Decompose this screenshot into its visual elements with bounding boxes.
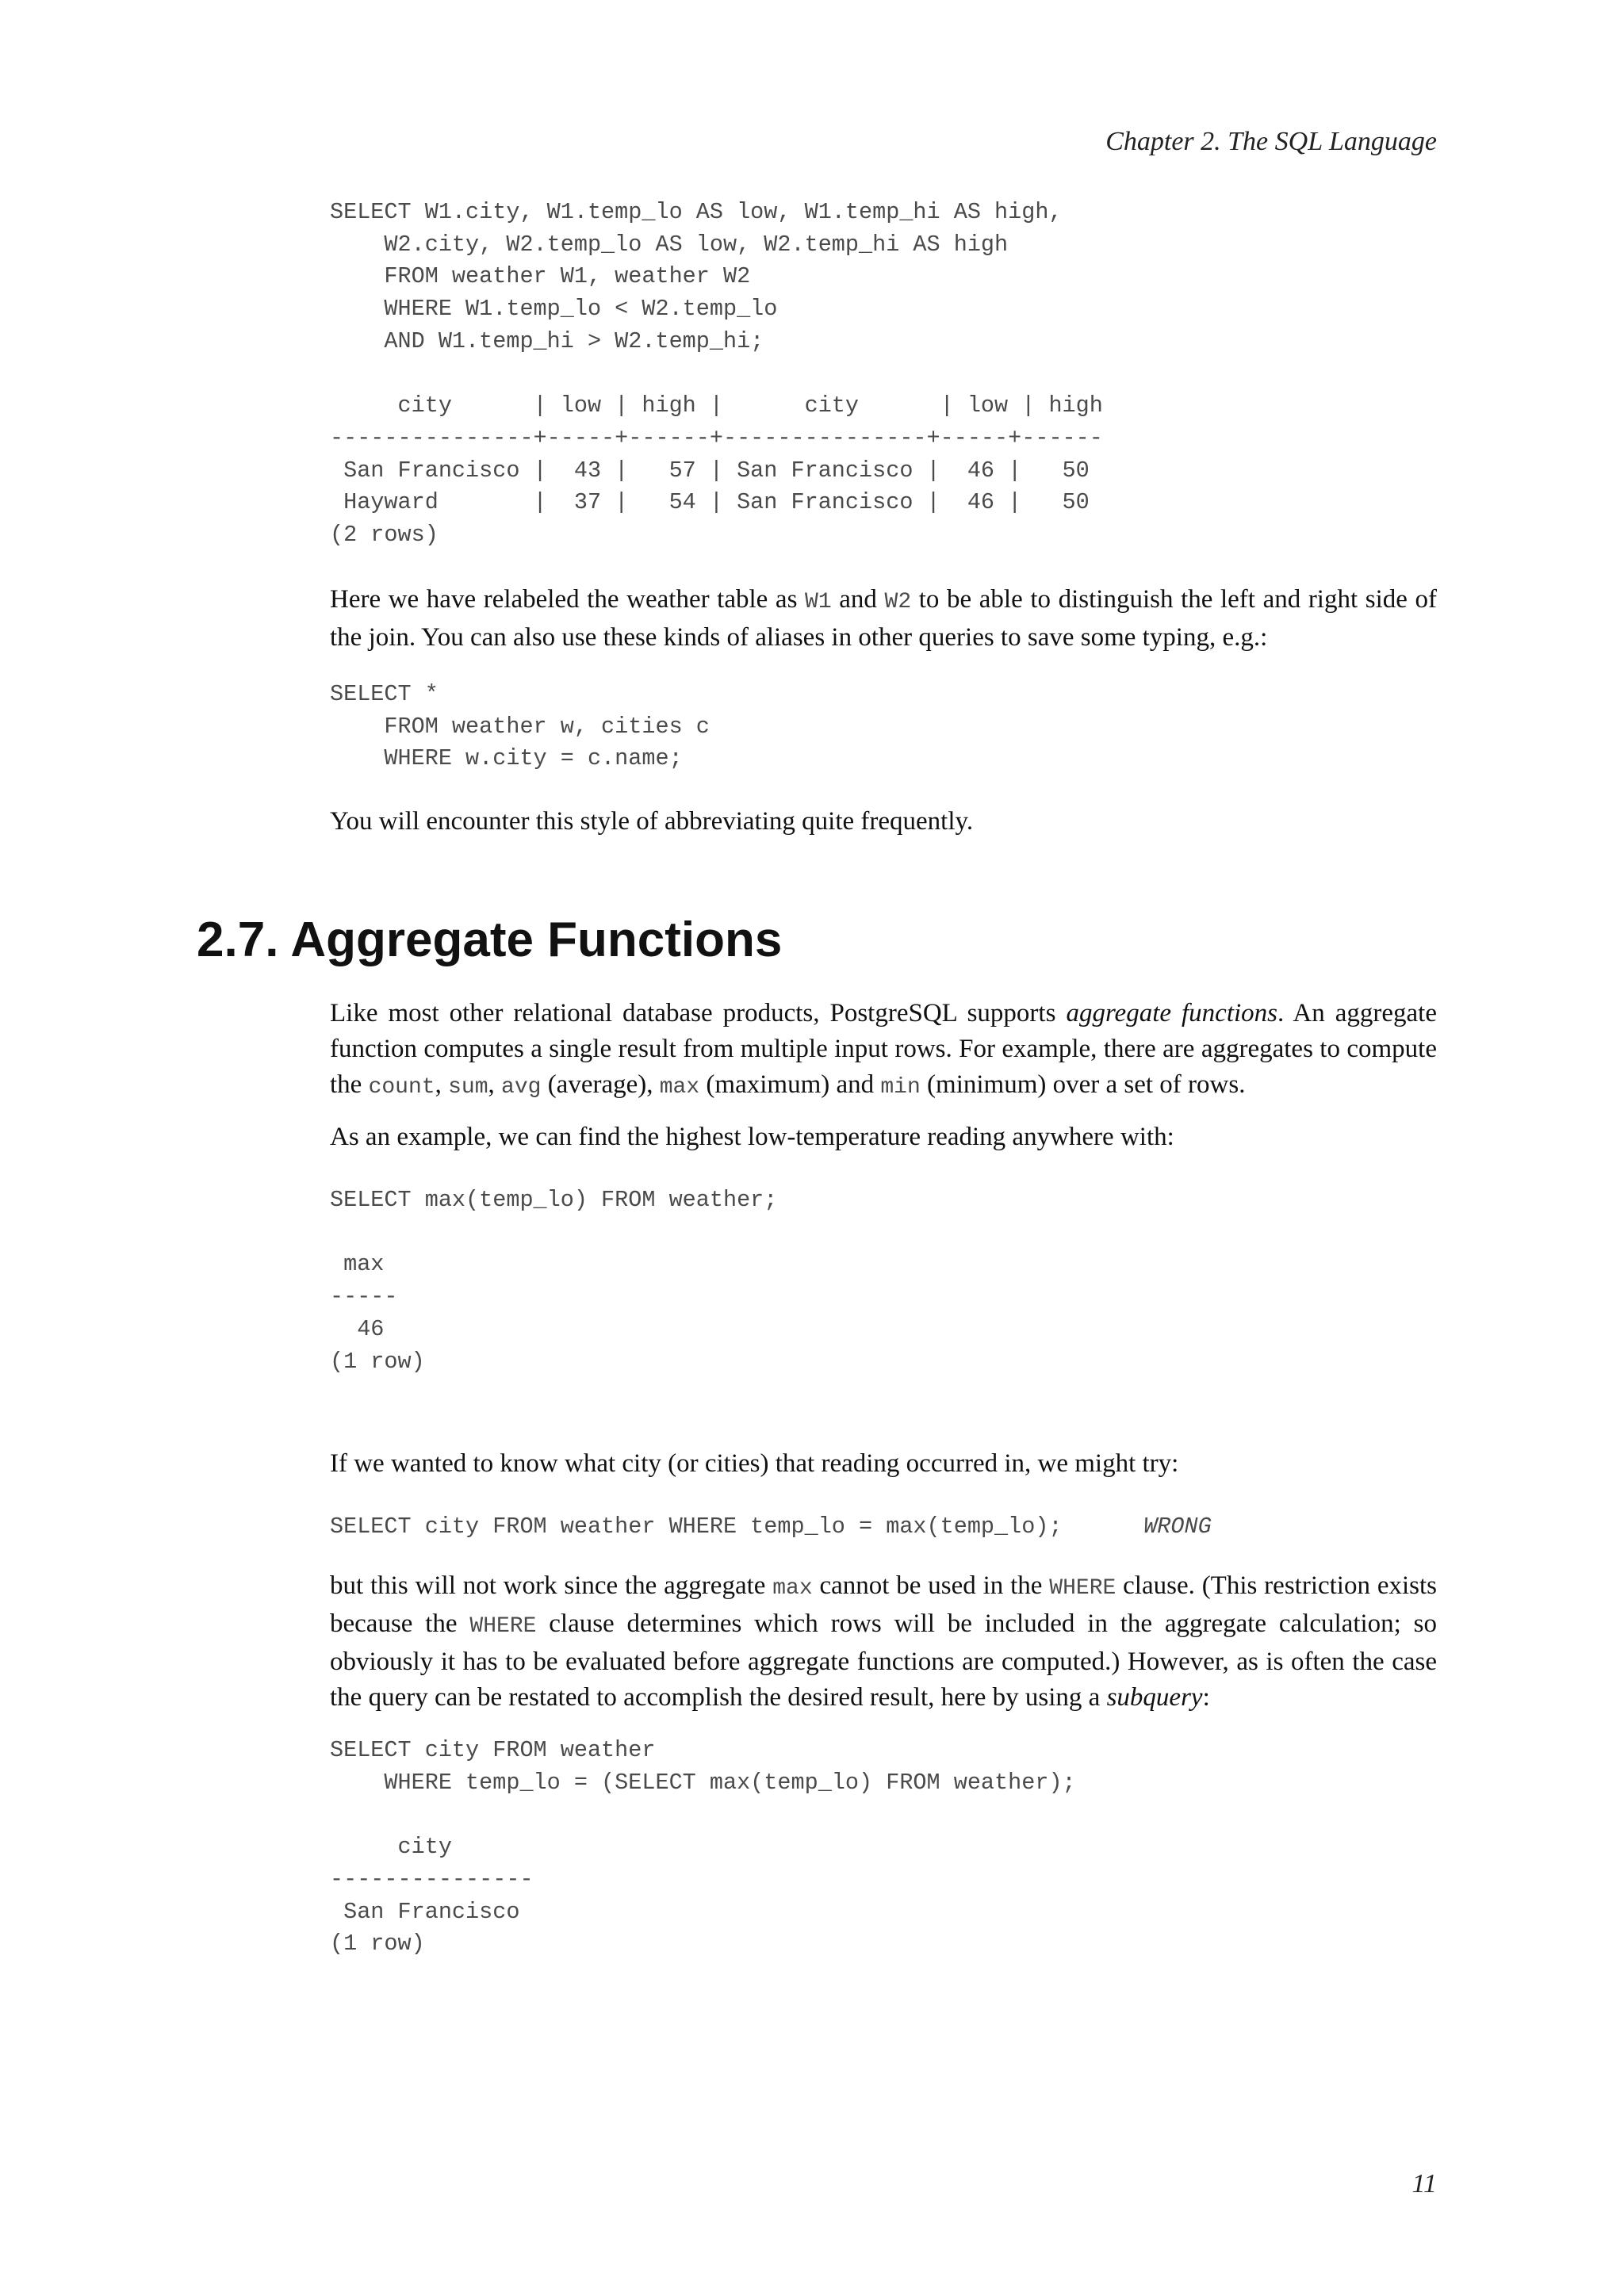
para-text: clause determines which rows will be included in the aggregate calculation; so obviously it has to be evaluated before aggregate functions are computed.) However, as is often the case the query can be restated to accomplish the desired result, here by using a — [330, 1609, 1438, 1712]
code-block-aliases: SELECT * FROM weather w, cities c WHERE w.city = c.name; — [330, 681, 710, 772]
wrong-spacer — [1063, 1513, 1144, 1540]
inline-code: max — [772, 1576, 813, 1601]
inline-code: WHERE — [469, 1614, 537, 1639]
inline-code: count — [368, 1075, 435, 1100]
para-text: cannot be used in the — [812, 1571, 1050, 1600]
page-number: 11 — [1411, 2169, 1437, 2198]
para-text: , — [435, 1070, 449, 1099]
paragraph-max-example: As an example, we can find the highest low-temperature reading anywhere with: — [330, 1123, 1174, 1151]
paragraph-aggregate-intro — [330, 996, 1437, 1105]
para-text: to be able to distinguish the left and right side of the join. You can also use these kinds of aliases in other queries to save some typing, e.g.: — [330, 585, 1438, 652]
para-text: : — [1202, 1683, 1210, 1712]
inline-code: W1 — [805, 590, 832, 614]
para-text: (minimum) over a set of rows. — [920, 1070, 1246, 1099]
para-text: (average), — [541, 1070, 660, 1099]
section-heading: 2.7. Aggregate Functions — [197, 913, 783, 967]
inline-code: min — [880, 1075, 921, 1100]
inline-code: max — [659, 1075, 700, 1100]
para-text: (maximum) and — [699, 1070, 881, 1099]
running-header: Chapter 2. The SQL Language — [1105, 127, 1437, 156]
inline-code: avg — [501, 1075, 542, 1100]
paragraph-relabel-aliases — [330, 582, 1437, 656]
para-text: and — [831, 585, 885, 614]
paragraph-abbreviation-note: You will encounter this style of abbreviating quite frequently. — [330, 807, 974, 836]
emphasis-term: aggregate functions — [1066, 999, 1278, 1027]
code-block-subquery: SELECT city FROM weather WHERE temp_lo = (SELECT max(temp_lo) FROM weather); city --------------- San Francisco (1 row) — [330, 1737, 1076, 1957]
para-text: but this will not work since the aggregate — [330, 1571, 773, 1600]
code-block-self-join: SELECT W1.city, W1.temp_lo AS low, W1.temp_hi AS high, W2.city, W2.temp_lo AS low, W2.temp_hi AS high FROM weather W1, weather W2 WHERE W1.temp_lo < W2.temp_lo AND W1.temp_hi > W2.temp_hi; city | low | high | city | low | high ---------------+-----+------+---------------+-----+------ San Francisco | 43 | 57 | San Francisco | 46 | 50 Hayward | 37 | 54 | San Francisco | 46 | 50 (2 rows) — [330, 199, 1103, 549]
para-text: Here we have relabeled the weather table as — [330, 585, 806, 614]
emphasis-term: subquery — [1106, 1683, 1203, 1712]
para-text: , — [488, 1070, 502, 1099]
inline-code: WHERE — [1049, 1576, 1116, 1601]
para-text: . An aggregate function computes a single result from multiple input rows. For example, there are aggregates to compute the — [330, 999, 1437, 1099]
code-block-wrong-query — [330, 1511, 1437, 1544]
code-block-max-query: SELECT max(temp_lo) FROM weather; max ----- 46 (1 row) — [330, 1187, 778, 1375]
inline-code: sum — [448, 1075, 488, 1100]
wrong-sql: SELECT city FROM weather WHERE temp_lo = max(temp_lo); — [330, 1513, 1063, 1540]
wrong-label: WRONG — [1143, 1513, 1212, 1540]
inline-code: W2 — [884, 590, 912, 614]
paragraph-subquery-explanation — [330, 1568, 1437, 1716]
para-text: Like most other relational database products, PostgreSQL supports — [330, 999, 1067, 1027]
para-text: clause. (This restriction exists because the — [330, 1571, 1437, 1638]
paragraph-which-city: If we wanted to know what city (or cities) that reading occurred in, we might try: — [330, 1449, 1179, 1478]
